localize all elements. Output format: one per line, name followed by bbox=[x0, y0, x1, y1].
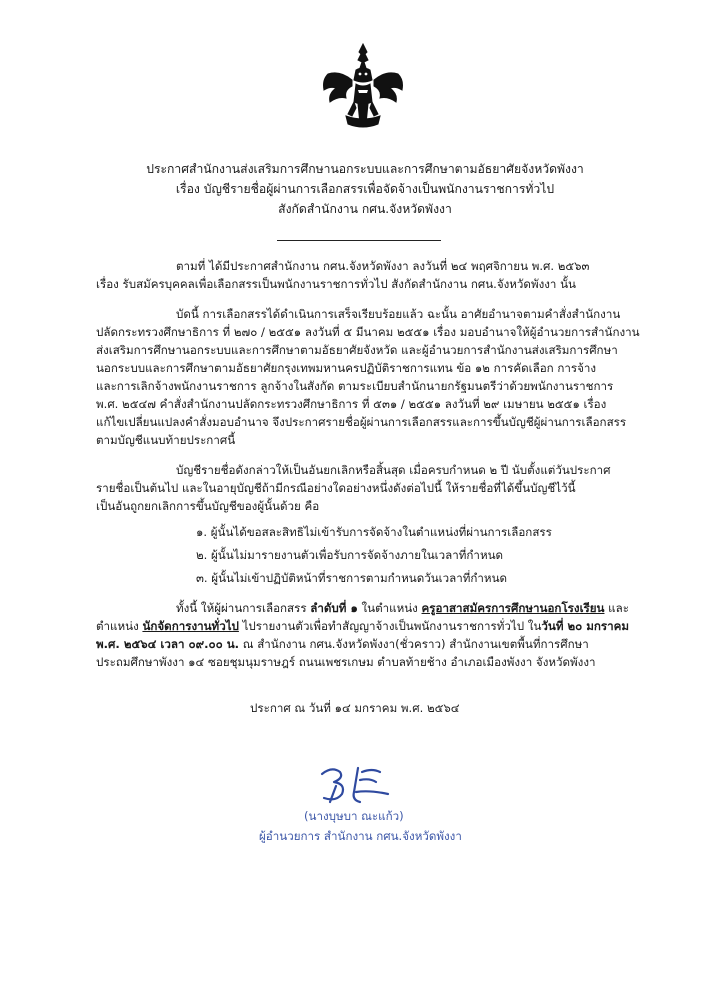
para3-line: รายชื่อเป็นต้นไป และในอายุบัญชีถ้ามีกรณีอย่างใดอย่างหนึ่งดังต่อไปนี้ ให้รายชื่อที่ได้ขึ้นบัญชีไว้นี้ bbox=[96, 481, 576, 495]
para2-line: ตามบัญชีแนบท้ายประกาศนี้ bbox=[96, 433, 236, 447]
signature-icon bbox=[310, 762, 406, 806]
para2-line: และการเลิกจ้างพนักงานราชการ ลูกจ้างในสังกัด ตามระเบียบสำนักนายกรัฐมนตรีว่าด้วยพนักงานราชการ bbox=[96, 379, 614, 393]
condition-item: ๒. ผู้นั้นไม่มารายงานตัวเพื่อรับการจัดจ้างภายในเวลาที่กำหนด bbox=[196, 548, 504, 562]
position-volunteer-teacher: ครูอาสาสมัครการศึกษานอกโรงเรียน bbox=[421, 601, 605, 615]
condition-item: ๓. ผู้นั้นไม่เข้าปฏิบัติหน้าที่ราชการตามกำหนดวันเวลาที่กำหนด bbox=[196, 571, 508, 585]
para4-line bbox=[96, 618, 629, 635]
garuda-emblem-icon bbox=[318, 40, 408, 132]
para1-line: เรื่อง รับสมัครบุคคลเพื่อเลือกสรรเป็นพนักงานราชการทั่วไป สังกัดสำนักงาน กศน.จังหวัดพังงา นั้น bbox=[96, 277, 576, 291]
report-time: พ.ศ. ๒๕๖๔ เวลา ๐๙.๐๐ น. bbox=[96, 637, 240, 651]
signatory-title: ผู้อำนวยการ สำนักงาน กศน.จังหวัดพังงา bbox=[259, 829, 462, 843]
header-affiliation: สังกัดสำนักงาน กศน.จังหวัดพังงา bbox=[278, 202, 452, 216]
signatory-name: (นางบุษบา ณะแก้ว) bbox=[304, 809, 404, 823]
para4-text: ทั้งนี้ ให้ผู้ผ่านการเลือกสรร bbox=[176, 601, 311, 615]
para4-line: ประถมศึกษาพังงา ๑๔ ซอยชุมนุมราษฎร์ ถนนเพชรเกษม ตำบลท้ายช้าง อำเภอเมืองพังงา จังหวัดพังงา bbox=[96, 655, 596, 669]
condition-item: ๑. ผู้นั้นได้ขอสละสิทธิไม่เข้ารับการจัดจ้างในตำแหน่งที่ผ่านการเลือกสรร bbox=[196, 525, 552, 539]
para2-line: ส่งเสริมการศึกษานอกระบบและการศึกษาตามอัธยาศัยจังหวัด และผู้อำนวยการสำนักงานส่งเสริมการศึกษา bbox=[96, 343, 618, 357]
para4-text: ไปรายงานตัวเพื่อทำสัญญาจ้างเป็นพนักงานราชการทั่วไป ใน bbox=[238, 619, 542, 633]
para4-text: ตำแหน่ง bbox=[96, 619, 143, 633]
para2-line: ปลัดกระทรวงศึกษาธิการ ที่ ๒๗๐ / ๒๕๕๑ ลงวันที่ ๕ มีนาคม ๒๕๕๑ เรื่อง มอบอำนาจให้ผู้อำนวยการสำนักงาน bbox=[96, 325, 640, 339]
para4-text: ในตำแหน่ง bbox=[357, 601, 422, 615]
header-subject: เรื่อง บัญชีรายชื่อผู้ผ่านการเลือกสรรเพื่อจัดจ้างเป็นพนักงานราชการทั่วไป bbox=[175, 182, 555, 196]
para2-line: บัดนี้ การเลือกสรรได้ดำเนินการเสร็จเรียบร้อยแล้ว ฉะนั้น อาศัยอำนาจตามคำสั่งสำนักงาน bbox=[176, 307, 621, 321]
header-divider bbox=[277, 240, 441, 241]
para2-line: พ.ศ. ๒๕๔๗ คำสั่งสำนักงานปลัดกระทรวงศึกษาธิการ ที่ ๕๓๑ / ๒๕๕๑ ลงวันที่ ๒๙ เมษายน ๒๕๕๑ เรื่อง bbox=[96, 397, 607, 411]
header-title: ประกาศสำนักงานส่งเสริมการศึกษานอกระบบและการศึกษาตามอัธยาศัยจังหวัดพังงา bbox=[146, 162, 584, 176]
para4-line bbox=[96, 636, 589, 653]
rank-text: ลำดับที่ ๑ bbox=[310, 601, 358, 615]
para4-text: และ bbox=[604, 601, 629, 615]
para3-line: เป็นอันถูกยกเลิกการขึ้นบัญชีของผู้นั้นด้วย คือ bbox=[96, 499, 320, 513]
para2-line: นอกระบบและการศึกษาตามอัธยาศัยกรุงเทพมหานครปฏิบัติราชการแทน ข้อ ๑๒ การคัดเลือก การจ้าง bbox=[96, 361, 597, 375]
para4-line bbox=[176, 600, 629, 617]
para3-line: บัญชีรายชื่อดังกล่าวให้เป็นอันยกเลิกหรือสิ้นสุด เมื่อครบกำหนด ๒ ปี นับตั้งแต่วันประกาศ bbox=[176, 463, 611, 477]
para1-line: ตามที่ ได้มีประกาศสำนักงาน กศน.จังหวัดพังงา ลงวันที่ ๒๔ พฤศจิกายน พ.ศ. ๒๕๖๓ bbox=[176, 259, 590, 273]
para2-line: แก้ไขเปลี่ยนแปลงคำสั่งมอบอำนาจ จึงประกาศรายชื่อผู้ผ่านการเลือกสรรและการขึ้นบัญชีผู้ผ่านการเลือกสรร bbox=[96, 415, 627, 429]
position-general-admin: นักจัดการงานทั่วไป bbox=[142, 619, 239, 633]
para4-text: ณ สำนักงาน กศน.จังหวัดพังงา(ชั่วคราว) สำนักงานเขตพื้นที่การศึกษา bbox=[239, 637, 589, 651]
announce-date: ประกาศ ณ วันที่ ๑๔ มกราคม พ.ศ. ๒๕๖๔ bbox=[250, 701, 460, 715]
report-date: วันที่ ๒๐ มกราคม bbox=[541, 619, 630, 633]
